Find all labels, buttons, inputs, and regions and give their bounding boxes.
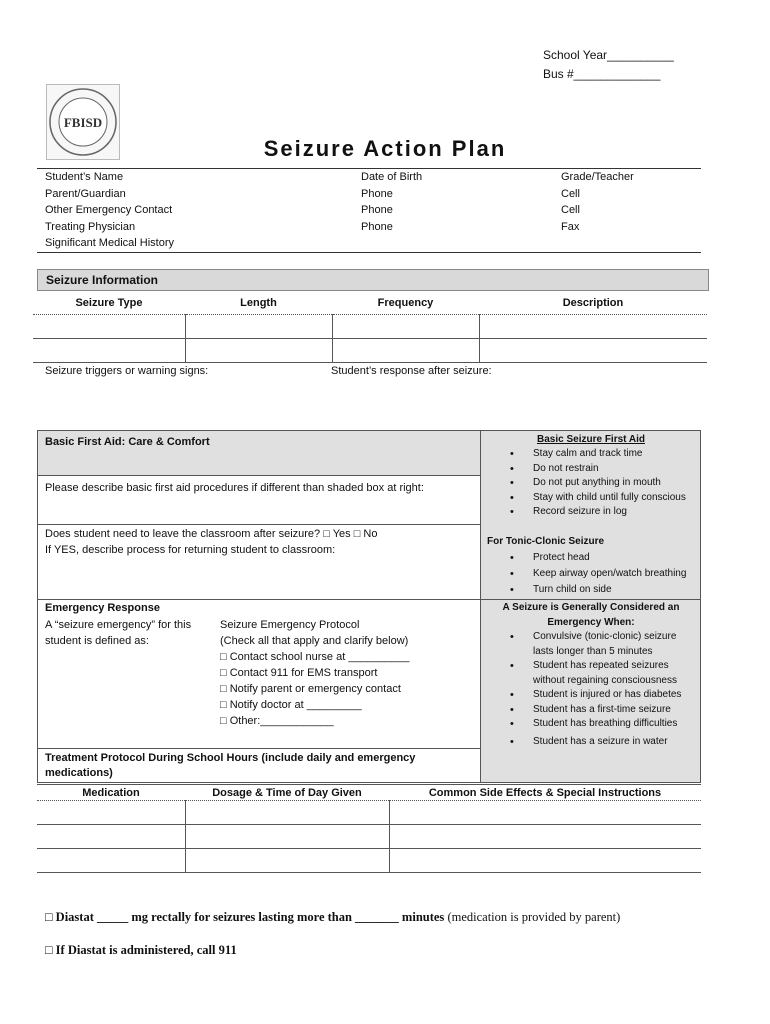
school-year-field[interactable]: School Year__________ xyxy=(543,48,674,62)
list-item: • Student is injured or has diabetes xyxy=(481,688,701,703)
cell[interactable] xyxy=(332,314,479,338)
cell[interactable] xyxy=(185,801,389,825)
basic-first-aid-panel xyxy=(480,431,700,782)
first-aid-box xyxy=(37,430,701,783)
list-item: • Keep airway open/watch breathing xyxy=(481,566,701,582)
diastat-911-line[interactable]: □ If Diastat is administered, call 911 xyxy=(45,943,237,957)
list-item: • Convulsive (tonic-clonic) seizure lasts longer than 5 minutes xyxy=(481,630,701,659)
col-seizure-type: Seizure Type xyxy=(33,292,185,314)
triggers-field[interactable]: Seizure triggers or warning signs: xyxy=(45,365,209,377)
bus-field[interactable]: Bus #_____________ xyxy=(543,67,661,81)
list-item: • Record seizure in log xyxy=(481,505,701,520)
col-medication: Medication xyxy=(37,785,185,801)
leave-classroom-question[interactable]: Does student need to leave the classroom after seizure? □ Yes □ No xyxy=(45,528,378,540)
describe-procedures-label: Please describe basic first aid procedures if different than shaded box at right: xyxy=(45,482,424,494)
protocol-option-parent[interactable]: □ Notify parent or emergency contact xyxy=(220,683,401,695)
list-item: • Do not put anything in mouth xyxy=(481,476,701,491)
diastat-dose: □ Diastat _____ mg rectally for seizures lasting more than _______ minutes xyxy=(45,910,445,924)
col-dosage: Dosage & Time of Day Given xyxy=(185,785,389,801)
protocol-option-doctor[interactable]: □ Notify doctor at _________ xyxy=(220,699,362,711)
cell[interactable] xyxy=(389,801,701,825)
info-row[interactable]: Significant Medical History xyxy=(45,237,174,249)
list-item: • Do not restrain xyxy=(481,462,701,477)
protocol-option-other[interactable]: □ Other:____________ xyxy=(220,715,334,727)
list-item: • Student has repeated seizures without regaining consciousness xyxy=(481,659,701,688)
list-item: • Student has a seizure in water xyxy=(481,735,701,750)
emergency-when-title: A Seizure is Generally Considered an Emergency When: xyxy=(502,602,680,628)
divider xyxy=(481,599,701,600)
emergency-response-section xyxy=(38,600,480,749)
cell[interactable] xyxy=(479,314,707,338)
list-item: • Stay with child until fully conscious xyxy=(481,491,701,506)
list-item: • Protect head xyxy=(481,550,701,566)
col-description: Description xyxy=(479,292,707,314)
table-row xyxy=(37,801,701,825)
basic-first-aid-title: Basic Seizure First Aid xyxy=(537,434,645,445)
first-aid-left xyxy=(38,431,480,782)
protocol-subtitle: (Check all that apply and clarify below) xyxy=(220,635,409,647)
emergency-definition[interactable]: A “seizure emergency” for this student is defined as: xyxy=(45,619,192,647)
describe-procedures-section[interactable] xyxy=(38,476,480,525)
response-field[interactable]: Student’s response after seizure: xyxy=(331,365,492,377)
cell[interactable] xyxy=(185,338,332,362)
cell[interactable] xyxy=(37,849,185,873)
page-title: Seizure Action Plan xyxy=(263,136,507,161)
cell[interactable] xyxy=(33,338,185,362)
diastat-line[interactable] xyxy=(45,910,620,925)
col-frequency: Frequency xyxy=(332,292,479,314)
diastat-note: (medication is provided by parent) xyxy=(444,910,621,924)
treatment-protocol-title: Treatment Protocol During School Hours (include daily and emergency medications) xyxy=(45,752,416,779)
emergency-response-title: Emergency Response xyxy=(45,602,160,614)
table-row xyxy=(37,825,701,849)
protocol-option-911[interactable]: □ Contact 911 for EMS transport xyxy=(220,667,378,679)
col-length: Length xyxy=(185,292,332,314)
tonic-clonic-list xyxy=(481,550,701,598)
cell[interactable] xyxy=(389,825,701,849)
protocol-option-nurse[interactable]: □ Contact school nurse at __________ xyxy=(220,651,410,663)
cell[interactable] xyxy=(185,849,389,873)
cell[interactable] xyxy=(185,314,332,338)
student-info-table xyxy=(37,168,701,253)
cell[interactable] xyxy=(479,338,707,362)
info-row[interactable]: Other Emergency Contact Phone Cell xyxy=(45,204,580,216)
list-item: • Stay calm and track time xyxy=(481,447,701,462)
leave-classroom-section[interactable] xyxy=(38,525,480,600)
care-comfort-label: Basic First Aid: Care & Comfort xyxy=(45,436,210,448)
tonic-clonic-title: For Tonic-Clonic Seizure xyxy=(487,536,605,547)
cell[interactable] xyxy=(332,338,479,362)
info-row[interactable]: Student’s Name Date of Birth Grade/Teacher xyxy=(45,171,634,183)
header-fields xyxy=(543,46,674,84)
logo-lettering: FBISD xyxy=(63,115,103,130)
cell[interactable] xyxy=(33,314,185,338)
protocol-title: Seizure Emergency Protocol xyxy=(220,619,360,631)
cell[interactable] xyxy=(185,825,389,849)
info-row[interactable]: Parent/Guardian Phone Cell xyxy=(45,187,580,200)
seizure-info-header: Seizure Information xyxy=(37,269,709,291)
emergency-when-list xyxy=(481,630,701,749)
info-row[interactable]: Treating Physician Phone Fax xyxy=(45,220,580,233)
list-item: • Student has breathing difficulties xyxy=(481,717,701,732)
medication-table xyxy=(37,784,701,873)
basic-first-aid-list xyxy=(481,447,701,520)
list-item: • Student has a first-time seizure xyxy=(481,703,701,718)
table-row xyxy=(33,314,707,338)
leave-classroom-followup: If YES, describe process for returning student to classroom: xyxy=(45,544,336,556)
care-comfort-section[interactable] xyxy=(38,431,480,476)
col-side-effects: Common Side Effects & Special Instructions xyxy=(389,785,701,801)
cell[interactable] xyxy=(37,825,185,849)
cell[interactable] xyxy=(37,801,185,825)
cell[interactable] xyxy=(389,849,701,873)
table-row xyxy=(33,338,707,362)
seizure-info-table xyxy=(33,292,707,363)
table-row xyxy=(37,849,701,873)
emergency-protocol xyxy=(220,617,470,729)
list-item: • Turn child on side xyxy=(481,582,701,598)
